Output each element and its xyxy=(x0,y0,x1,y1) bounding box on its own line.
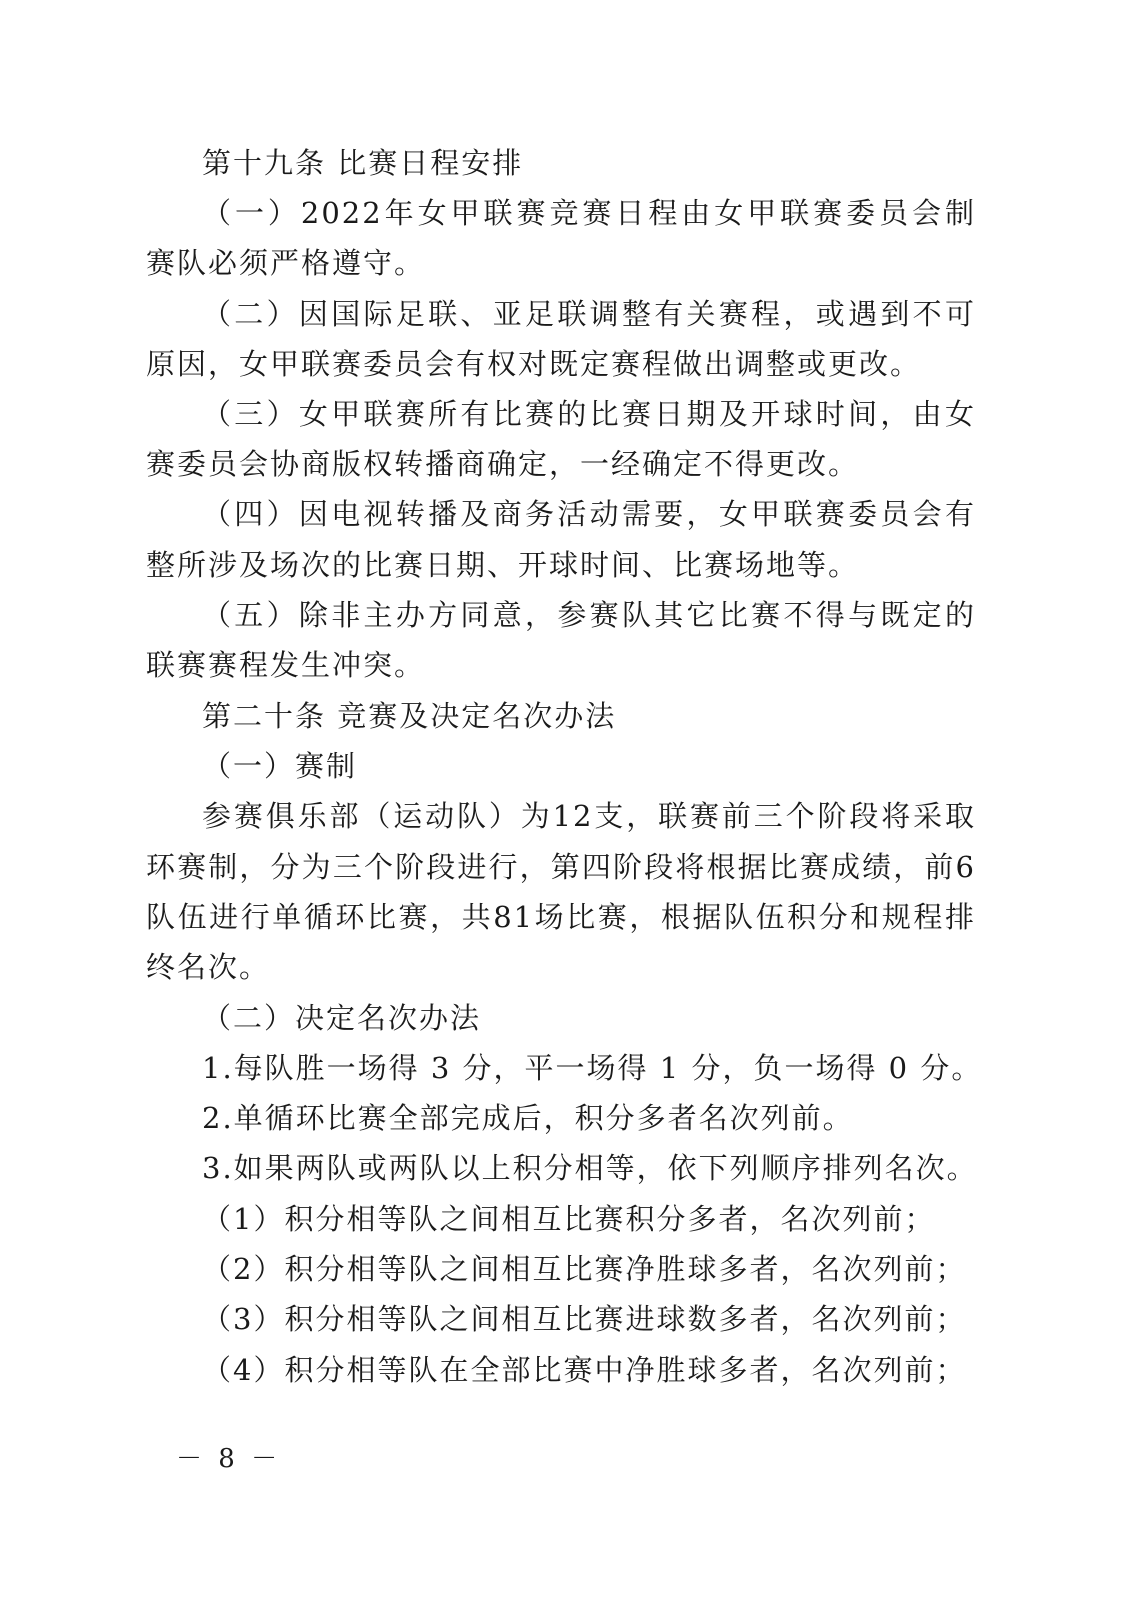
paragraph-line: 终名次。 xyxy=(146,950,271,984)
list-item: （3）积分相等队之间相互比赛进球数多者，名次列前； xyxy=(202,1302,967,1336)
list-item: 3.如果两队或两队以上积分相等，依下列顺序排列名次。 xyxy=(202,1151,978,1185)
paragraph-line: 环赛制，分为三个阶段进行，第四阶段将根据比赛成绩，前6 xyxy=(146,850,976,884)
paragraph-line: 联赛赛程发生冲突。 xyxy=(146,648,426,682)
list-item: （4）积分相等队在全部比赛中净胜球多者，名次列前； xyxy=(202,1353,967,1387)
article-20-heading: 第二十条 竞赛及决定名次办法 xyxy=(202,699,617,733)
paragraph-line: 队伍进行单循环比赛，共81场比赛，根据队伍积分和规程排 xyxy=(146,900,976,934)
page-number: － 8 － xyxy=(176,1444,282,1474)
list-item: 1.每队胜一场得 3 分，平一场得 1 分，负一场得 0 分。 xyxy=(202,1051,983,1085)
list-item: （1）积分相等队之间相互比赛积分多者，名次列前； xyxy=(202,1202,936,1236)
article-19-heading: 第十九条 比赛日程安排 xyxy=(202,146,524,180)
section-heading: （二）决定名次办法 xyxy=(202,1001,482,1035)
paragraph-line: 原因，女甲联赛委员会有权对既定赛程做出调整或更改。 xyxy=(146,347,922,381)
paragraph-line: 赛委员会协商版权转播商确定，一经确定不得更改。 xyxy=(146,447,860,481)
list-item: 2.单循环比赛全部完成后，积分多者名次列前。 xyxy=(202,1101,854,1135)
paragraph-line: 整所涉及场次的比赛日期、开球时间、比赛场地等。 xyxy=(146,548,860,582)
paragraph-line: （一）2022年女甲联赛竞赛日程由女甲联赛委员会制 xyxy=(202,196,976,230)
paragraph-line: （五）除非主办方同意，参赛队其它比赛不得与既定的 xyxy=(202,598,976,632)
paragraph-line: （四）因电视转播及商务活动需要，女甲联赛委员会有 xyxy=(202,497,976,531)
paragraph-line: 参赛俱乐部（运动队）为12支，联赛前三个阶段将采取 xyxy=(202,799,976,833)
section-heading: （一）赛制 xyxy=(202,749,358,783)
paragraph-line: （三）女甲联赛所有比赛的比赛日期及开球时间，由女 xyxy=(202,397,976,431)
paragraph-line: 赛队必须严格遵守。 xyxy=(146,246,426,280)
list-item: （2）积分相等队之间相互比赛净胜球多者，名次列前； xyxy=(202,1252,967,1286)
paragraph-line: （二）因国际足联、亚足联调整有关赛程，或遇到不可 xyxy=(202,297,976,331)
